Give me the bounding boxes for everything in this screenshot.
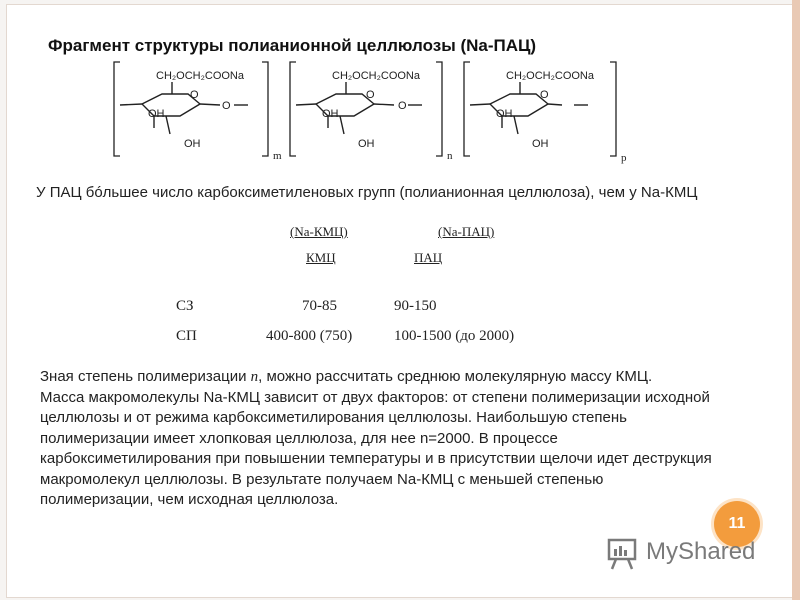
repeat-label-p: p <box>621 152 627 164</box>
bracket-left-2 <box>290 62 296 156</box>
header-short-kmc: КМЦ <box>306 250 336 265</box>
hydroxyl-label-3a: OH <box>496 108 513 120</box>
glucose-unit-3 <box>470 82 588 134</box>
page-number-badge: 11 <box>714 501 760 547</box>
row-sp-pac: 100-1500 (до 2000) <box>394 328 515 344</box>
intro-text: У ПАЦ бóльшее число карбоксиметиленовых групп (полианионная целлюлоза), чем у Na-КМЦ <box>36 184 698 201</box>
glucose-unit-3-labels <box>496 70 595 150</box>
hydroxyl-label-2b: OH <box>358 138 375 150</box>
ring-oxygen-label-3: O <box>540 89 549 101</box>
slide-edge-band <box>792 0 800 600</box>
row-sz-kmc: 70-85 <box>302 298 337 314</box>
header-full-pac: (Na-ПАЦ) <box>438 224 495 239</box>
slide-title: Фрагмент структуры полианионной целлюлозы (Na-ПАЦ) <box>48 36 537 55</box>
ring-oxygen-label-2: O <box>366 89 375 101</box>
bracket-right-2 <box>436 62 442 156</box>
structure-diagram <box>110 58 650 170</box>
side-group-label-3: CH₂OCH₂COONa <box>506 70 594 82</box>
presentation-board-icon <box>606 536 642 572</box>
watermark-logo <box>606 536 766 572</box>
row-label-sp: СП <box>176 328 197 344</box>
bracket-right-1 <box>262 62 268 156</box>
glucose-unit-2-labels <box>322 70 421 150</box>
header-full-kmc: (Na-КМЦ) <box>290 224 348 239</box>
side-group-label-2: CH₂OCH₂COONa <box>332 70 420 82</box>
hydroxyl-label-1a: OH <box>148 108 165 120</box>
body-paragraph-1: Зная степень полимеризации n, можно рассчитать среднюю молекулярную массу КМЦ. <box>40 368 653 385</box>
link-oxygen-label-1: O <box>222 100 231 112</box>
row-sp-kmc: 400-800 (750) <box>266 328 353 344</box>
repeat-subscripts <box>273 150 627 164</box>
side-group-label-1: CH₂OCH₂COONa <box>156 70 244 82</box>
row-label-sz: СЗ <box>176 298 194 314</box>
bracket-left-3 <box>464 62 470 156</box>
hydroxyl-label-1b: OH <box>184 138 201 150</box>
bracket-right-3 <box>610 62 616 156</box>
repeat-label-m: m <box>273 150 282 162</box>
ring-oxygen-label-1: O <box>190 89 199 101</box>
link-oxygen-label-2: O <box>398 100 407 112</box>
header-short-pac: ПАЦ <box>414 250 443 265</box>
row-sz-pac: 90-150 <box>394 298 437 314</box>
hydroxyl-label-2a: OH <box>322 108 339 120</box>
body-text <box>40 367 720 511</box>
body-paragraph-2: Масса макромолекулы Na-КМЦ зависит от двух факторов: от степени полимеризации исходной целлюлозы и от режима карбоксиметилирования целлюлозы. Наибольшую степень полимеризации имеет хлопковая целлюлоза, для нее n=2000. В процессе карбоксиметилирования при повышении температуры и в присутствии щелочи идет деструкция макромолекул целлюлозы. В результате получаем Na-КМЦ с меньшей степенью полимеризации, чем исходная целлюлоза. <box>40 388 712 508</box>
glucose-unit-1-labels <box>148 70 245 150</box>
hydroxyl-label-3b: OH <box>532 138 549 150</box>
watermark-text: MyShared <box>646 538 756 565</box>
variable-n: n <box>250 369 259 385</box>
repeat-label-n: n <box>447 150 453 162</box>
bracket-left-1 <box>114 62 120 156</box>
